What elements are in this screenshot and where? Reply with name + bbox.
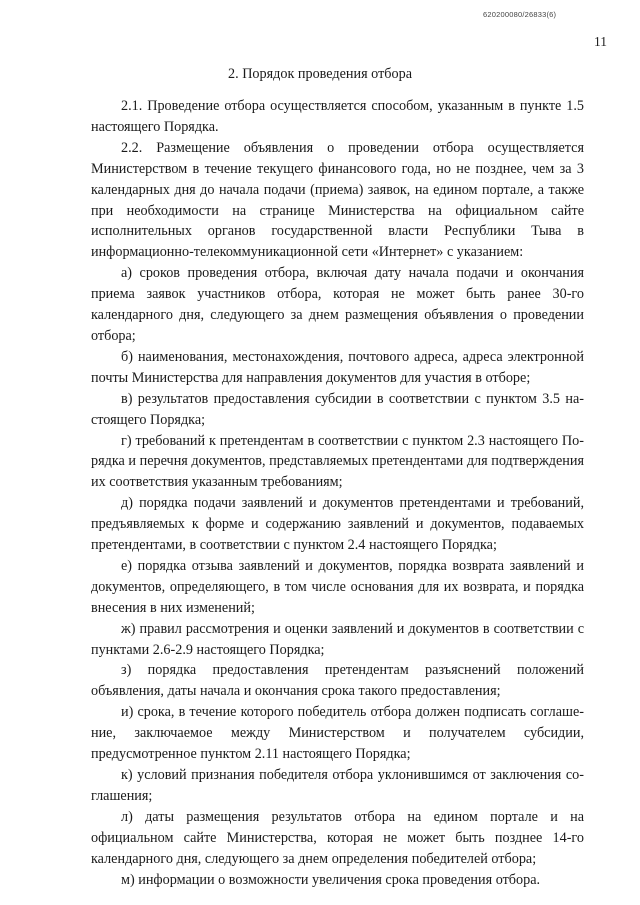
list-item-b: б) наименования, местонахождения, почтового адреса, адреса электронной почты Министерства для направления документов для участия в отборе; — [91, 348, 584, 386]
paragraph-2-2: 2.2. Размещение объявления о проведении отбора осуществляется Министерством в течение текущего финансового года, но не позднее, чем за 3 календарных дня до начала подачи (приема) заявок, на едином портале, а также при необходимости на странице Министерства на официальном сайте исполнительных органов государственной власти Республики Тыва в информационно-телекоммуникационной сети «Интернет» с указанием: — [91, 139, 584, 261]
list-item-l: л) даты размещения результатов отбора на едином портале и на официальном сайте Министерства, которая не может быть позднее 14-го календарного дня, следующего за днем определения победителей отбора; — [91, 808, 584, 867]
document-body — [91, 96, 584, 890]
list-item-zh: ж) правил рассмотрения и оценки заявлений и документов в соответствии с пунктами 2.6-2.9 настоящего Порядка; — [91, 620, 584, 658]
paragraph-2-1: 2.1. Проведение отбора осуществляется способом, указанным в пункте 1.5 настоящего Порядка. — [91, 98, 584, 135]
list-item-g: г) требований к претендентам в соответствии с пунктом 2.3 настоящего Порядка и перечня документов, представляемых претендентами для подтверждения их соответствия указанным требованиям; — [91, 432, 584, 491]
page-number: 11 — [594, 34, 607, 49]
list-item-i: и) срока, в течение которого победитель отбора должен подписать соглашение, заключаемое между Министерством и получателем субсидии, предусмотренное пунктом 2.11 настоящего Порядка; — [91, 704, 584, 763]
list-item-a: а) сроков проведения отбора, включая дату начала подачи и окончания приема заявок участников отбора, которая не может быть ранее 30-го календарного дня, следующего за днем размещения объявления о проведении отбора; — [91, 265, 584, 344]
list-item-v: в) результатов предоставления субсидии в соответствии с пунктом 3.5 настоящего Порядка; — [91, 390, 584, 428]
list-item-z: з) порядка предоставления претендентам разъяснений положений объявления, даты начала и окончания срока такого предоставления; — [91, 662, 584, 700]
section-title: 2. Порядок проведения отбора — [228, 66, 412, 82]
document-id: 620200080/26833(6) — [483, 10, 557, 19]
list-item-k: к) условий признания победителя отбора уклонившимся от заключения соглашения; — [91, 767, 584, 804]
list-item-e: е) порядка отзыва заявлений и документов, порядка возврата заявлений и документов, определяющего, в том числе основания для их возврата, и порядка внесения в них изменений; — [91, 557, 584, 616]
list-item-d: д) порядка подачи заявлений и документов претендентами и требований, предъявляемых к форме и содержанию заявлений и документов, подаваемых претендентами, в соответствии с пунктом 2.4 настоящего Порядка; — [91, 495, 584, 554]
list-item-m: м) информации о возможности увеличения срока проведения отбора. — [121, 871, 541, 888]
